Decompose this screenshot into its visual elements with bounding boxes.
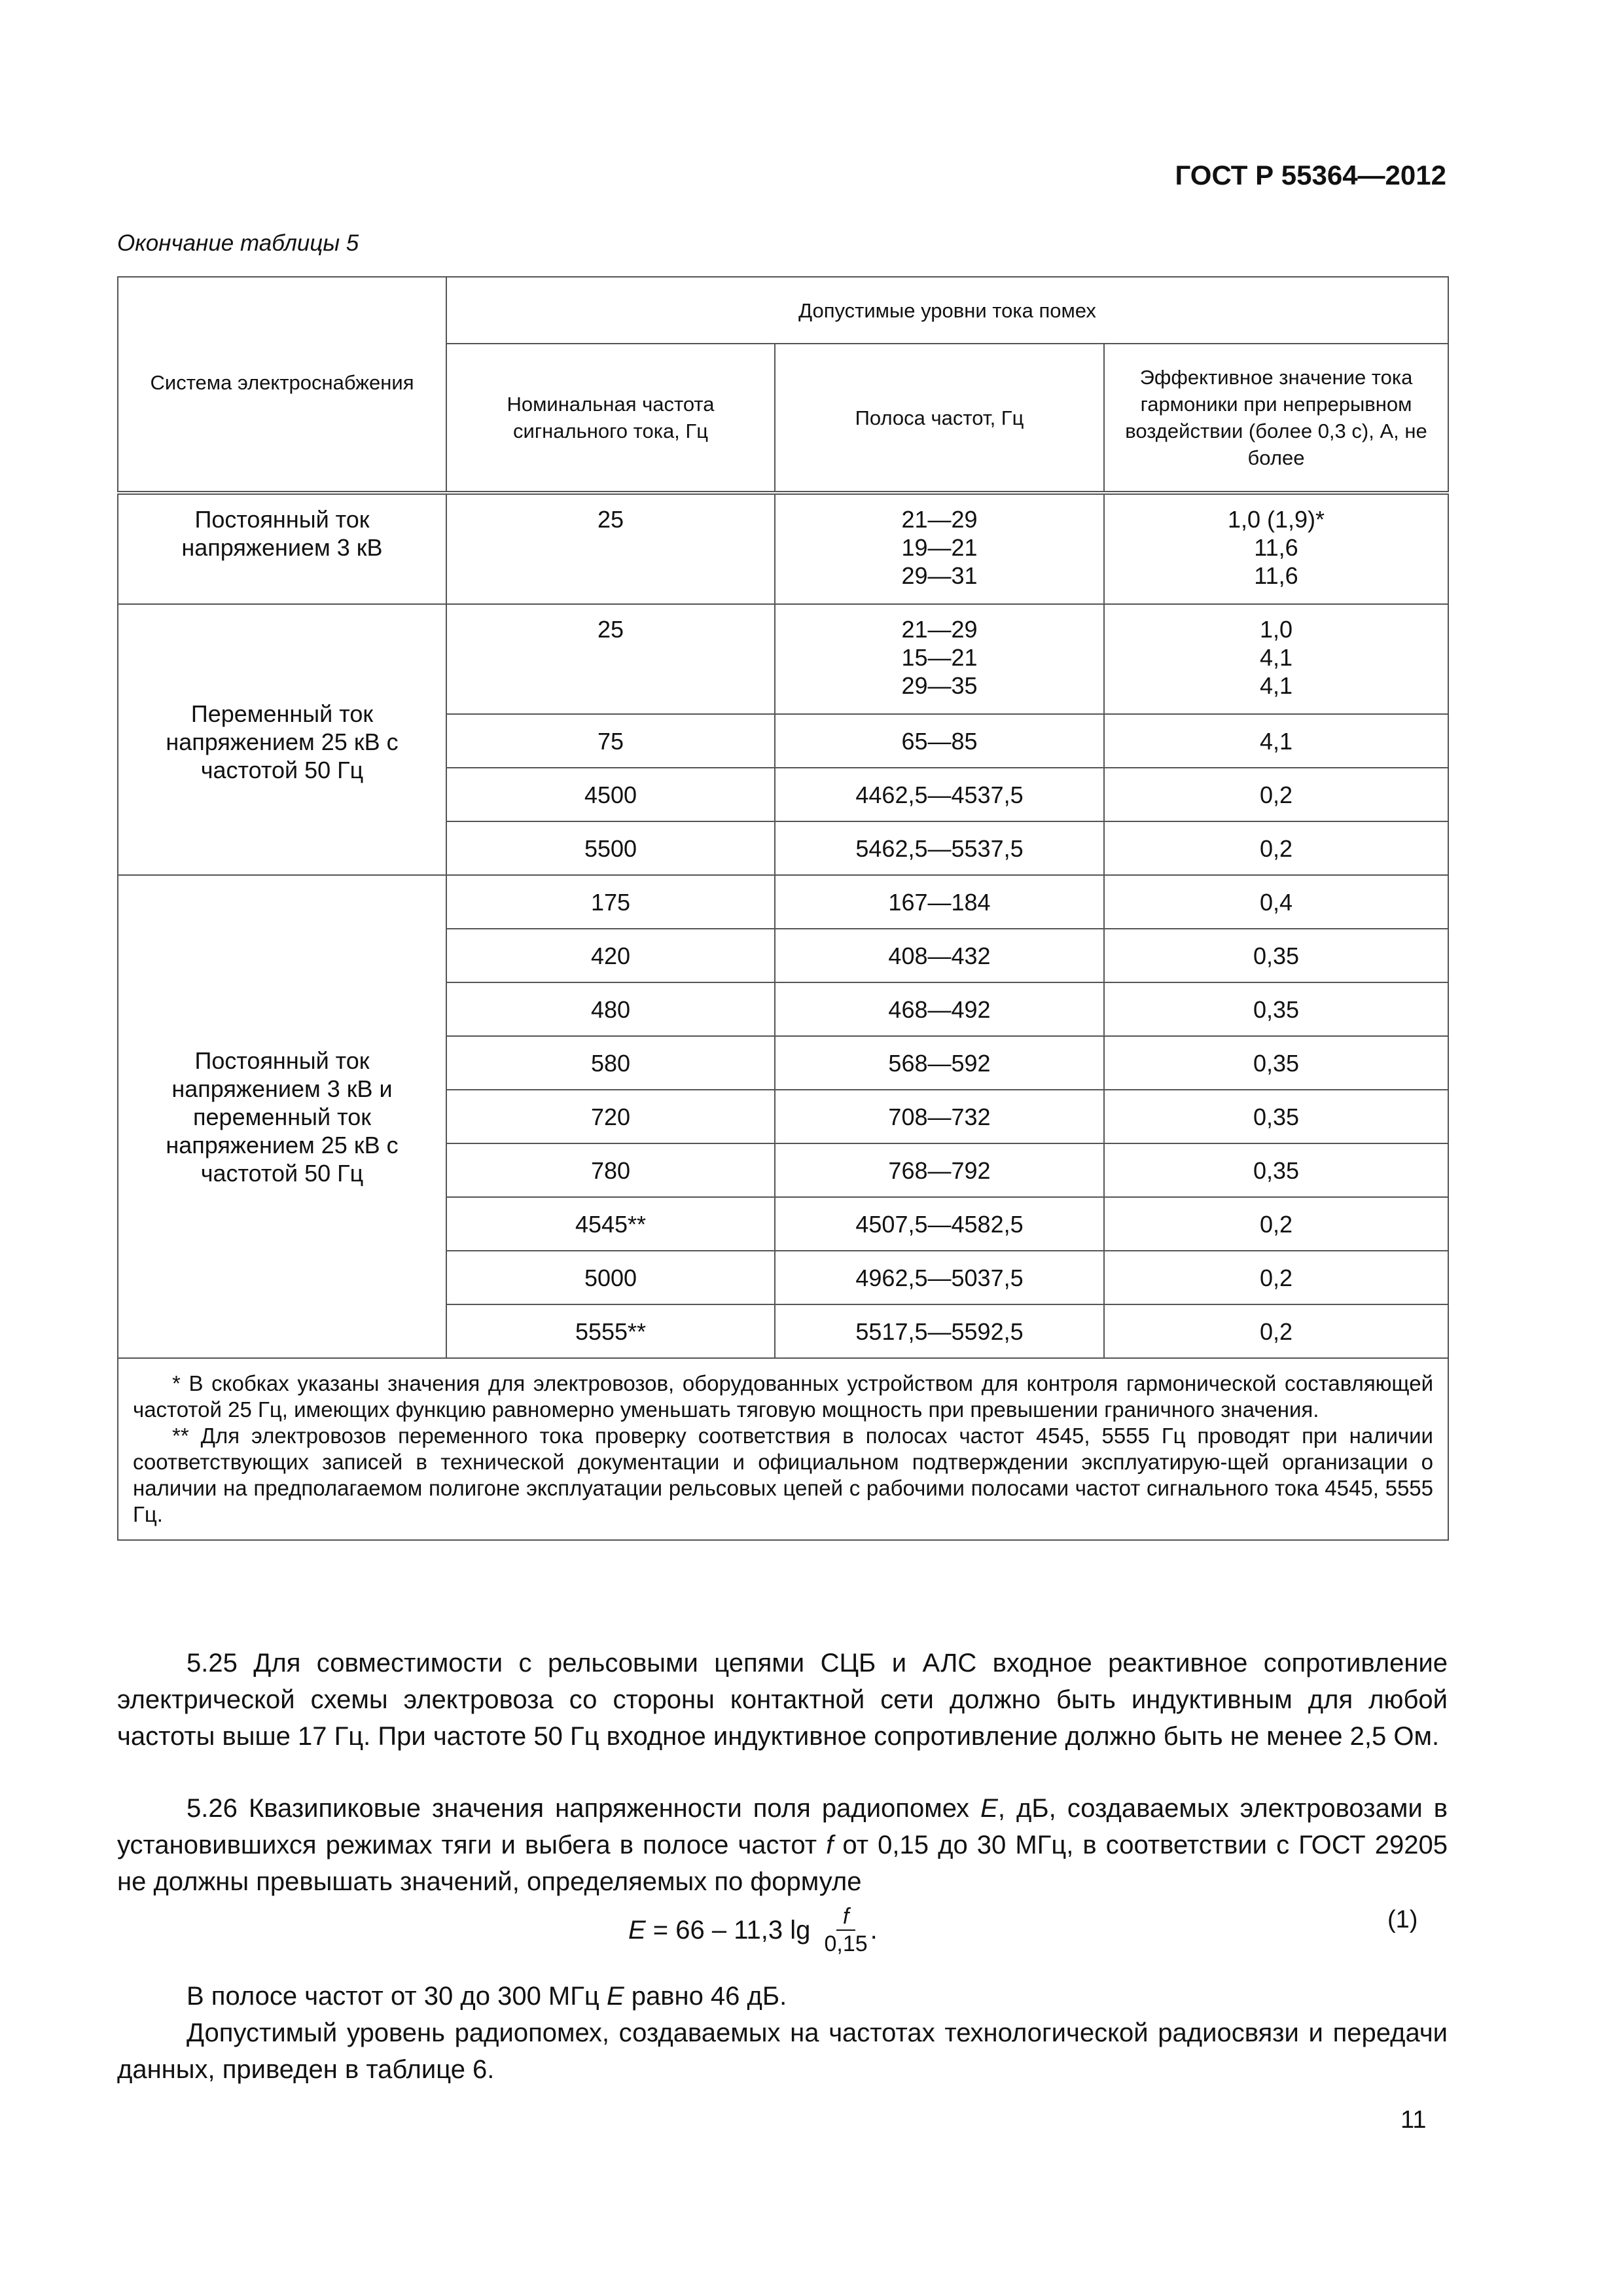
table-row: 5000 4962,5—5037,5 0,2 [118,1251,1448,1304]
table-cell: 25 [446,493,775,604]
header-nominal-frequency: Номинальная частота сигнального тока, Гц [446,344,775,493]
table-row: 720 708—732 0,35 [118,1090,1448,1143]
table-caption: Окончание таблицы 5 [117,230,359,256]
table-row: 4500 4462,5—4537,5 0,2 [118,768,1448,821]
header-group: Допустимые уровни тока помех [446,277,1448,344]
table-5 [117,276,1449,1541]
table-cell: 21—29 19—21 29—31 [775,493,1104,604]
table-row: 4545** 4507,5—4582,5 0,2 [118,1197,1448,1251]
table-row: 480 468—492 0,35 [118,982,1448,1036]
table-footnotes [118,1358,1448,1540]
document-header: ГОСТ Р 55364—2012 [1175,160,1446,190]
header-system: Система электроснабжения [118,277,446,493]
system-dc-and-ac: Постоянный ток напряжением 3 кВ и переменный ток напряжением 25 кВ с частотой 50 Гц [118,875,446,1358]
table-row: 420 408—432 0,35 [118,929,1448,982]
system-ac-25kv: Переменный ток напряжением 25 кВ с частотой 50 Гц [118,604,446,875]
table-cell: 1,0 (1,9)* 11,6 11,6 [1104,493,1448,604]
table-cell: 1,0 4,1 4,1 [1104,604,1448,714]
paragraph-table-6-ref: Допустимый уровень радиопомех, создаваемых на частотах технологической радиосвязи и передачи данных, приведен в таблице 6. [117,2018,1448,2084]
system-dc-3kv: Постоянный ток напряжением 3 кВ [118,493,446,604]
header-harmonic-current: Эффективное значение тока гармоники при непрерывном воздействии (более 0,3 с), А, не более [1104,344,1448,493]
page-number: 11 [1400,2106,1427,2134]
table-row: 5555** 5517,5—5592,5 0,2 [118,1304,1448,1358]
table-row: 780 768—792 0,35 [118,1143,1448,1197]
table-cell: 25 [446,604,775,714]
paragraph-5-25: 5.25 Для совместимости с рельсовыми цепями СЦБ и АЛС входное реактивное сопротивление электрической схемы электровоза со стороны контактной сети должно быть индуктивным для любой частоты выше 17 Гц. При частоте 50 Гц входное индуктивное сопротивление должно быть не менее 2,5 Ом. [117,1649,1448,1751]
formula-1: E = 66 – 11,3 lg $\frac{f}{0,15}$ . [628,1904,878,1956]
footnote-1: * В скобках указаны значения для электровозов, оборудованных устройством для контроля гармонической составляющей частотой 25 Гц, имеющих функцию равномерно уменьшать тяговую мощность при превышении граничного значения. [133,1371,1433,1422]
equation-number: (1) [1387,1906,1418,1933]
paragraph-5-26: 5.26 Квазипиковые значения напряженности поля радиопомех E, дБ, создаваемых электровозами в установившихся режимах тяги и выбега в полосе частот f от 0,15 до 30 МГц, в соответствии с ГОСТ 29205 не должны превышать значений, определяемых по формуле [117,1794,1448,1896]
footnote-2: ** Для электровозов переменного тока проверку соответствия в полосах частот 4545, 5555 Гц проводят при наличии соответствующих записей в технической документации и официальном подтверждении эксплуатирую-щей организации о наличии на предполагаемом полигоне эксплуатации рельсовых цепей с рабочими полосами частот сигнального тока 4545, 5555 Гц. [133,1424,1433,1526]
table-row: Постоянный ток напряжением 3 кВ и переменный ток напряжением 25 кВ с частотой 50 Гц 175 167—184 0,4 [118,875,1448,929]
paragraph-range: В полосе частот от 30 до 300 МГц E равно 46 дБ. [187,1982,787,2011]
table-row: 5500 5462,5—5537,5 0,2 [118,821,1448,875]
header-frequency-band: Полоса частот, Гц [775,344,1104,493]
table-row: 75 65—85 4,1 [118,714,1448,768]
table-row: 580 568—592 0,35 [118,1036,1448,1090]
table-cell: 21—29 15—21 29—35 [775,604,1104,714]
fraction: $\frac{f}{0,15}$ [824,1904,868,1956]
